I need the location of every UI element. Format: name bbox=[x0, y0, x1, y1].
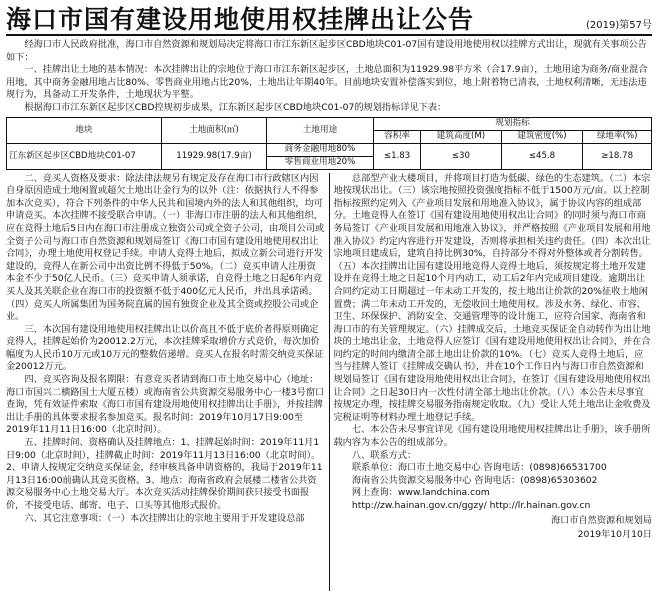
intro-section bbox=[6, 39, 652, 115]
table-header-row bbox=[7, 117, 652, 130]
header-planning: 规划指标 bbox=[374, 117, 652, 130]
header-parcel: 地块 bbox=[7, 117, 162, 143]
cell-area: 11929.98(17.9亩) bbox=[162, 143, 267, 169]
cell-density: ≤45.8 bbox=[501, 143, 583, 169]
announcement-title: 海口市国有建设用地使用权挂牌出让公告 bbox=[6, 5, 475, 34]
cell-parcel: 江东新区起步区CBD地块C01-07 bbox=[7, 143, 162, 169]
cell-far: ≤1.83 bbox=[374, 143, 421, 169]
header-density: 建筑密度(%) bbox=[501, 130, 583, 143]
sign-date: 2019年10月10日 bbox=[577, 529, 652, 541]
contact-line: 海南省公共资源交易服务中心 咨询电话：(0898)65303602 bbox=[351, 474, 598, 486]
section-notes-cont: 总部型产业大楼项目，并将项目打造为低碳、绿色的生态建筑。（二）本宗地按现状出让。（三）该宗地按照投资强度指标不低于1500万元/亩。以上控制指标按照约定列入《产业项目发展和用地准入协议》，属于协议内容的组成部分。土地竞得人在签订《国有建设用地使用权出让合同》的同时须与海口市商务局签订《产业项目发展和用地准入协议》，并严格按照《产业项目发展和用地准入协议》约定内容进行开发建设，否则将承担相关违约责任。（四）本次出让宗地项目建成后，建筑自持比例30%，自持部分不得对外整体或者分割转售。（五）本次挂牌出让国有建设用地竞得人竞得土地后，须按规定将土地开发建设并在竞得土地之日起10个月内动工，动工后2年内完成项目建设。逾期出让合同约定动工日期超过一年未动工开发的，按土地出让价款的20%征收土地闲置费；满二年未动工开发的，无偿收回土地使用权。涉及水务、绿化、市容、卫生、环保保护、消防安全、交通管理等的设计施工，应符合国家、海南省和海口市的有关管理规定。（六）挂牌成交后，土地竞买保证金自动转作为出让地块的土地出让金，土地竞得人应签订《国有建设用地使用权出让合同》，并在合同约定的时间内缴清全部土地出让价款的10%。（七）竞买人竞得土地后，应当与挂牌人签订《挂牌成交确认书》，并在10个工作日内与海口市自然资源和规划局签订《国有建设用地使用权出让合同》，在签订《国有建设用地使用权出让合同》之日起30日内一次性付清全部土地出让价款。（八）本公告未尽事宜按规定办理，按挂牌交易服务指南规定收取。（九）受让人凭土地出让金收费及完税证明等材料办理土地登记手续。 bbox=[333, 172, 651, 423]
right-column bbox=[330, 173, 653, 591]
header-green: 绿地率(%) bbox=[583, 130, 652, 143]
cell-use-2: 零售商业用地20% bbox=[267, 156, 374, 169]
planning-spec-table bbox=[6, 117, 652, 170]
left-column bbox=[6, 173, 330, 591]
announcement-header bbox=[6, 4, 652, 36]
website-link[interactable]: 网上查询：www.landchina.com bbox=[351, 487, 490, 499]
cell-use-1: 商务金融用地80% bbox=[267, 143, 374, 156]
cell-green: ≥18.78 bbox=[583, 143, 652, 169]
contact-line: 联系单位：海口市土地交易中心 咨询电话：(0898)66531700 bbox=[351, 462, 607, 474]
signer: 海口市自然资源和规划局 bbox=[550, 514, 652, 526]
body-columns bbox=[6, 173, 652, 591]
header-far: 容积率 bbox=[374, 130, 421, 143]
section-notes-start: 六、其它注意事项：（一）本次挂牌出让的宗地主要用于开发建设总部 bbox=[24, 512, 305, 524]
section-pricing: 三、本次国有建设用地使用权挂牌出让以价高且不低于底价者得原则确定竞得人，挂牌起始价为20012.2万元，本次挂牌采取增价方式竞价，每次加价幅度为人民币10万元或10万元的整数倍递增。竞买人在报名时需交纳竞买保证金20012万元。 bbox=[6, 323, 324, 373]
table-row bbox=[7, 143, 652, 156]
header-area: 土地面积(㎡) bbox=[162, 117, 267, 143]
section-schedule: 五、挂牌时间、资格确认及挂牌地点：1、挂牌起始时间：2019年11月1日9:00（北京时间），挂牌截止时间：2019年11月13日16:00（北京时间）。2、申请人按规定交纳竞买保证金，经审核具备申请资格的，我局于2019年11月13日16:00前确认其竞买资格。3、地点：海南省政府会展楼二楼省公共资源交易服务中心土地交易大厅。本次竞买活动挂牌保价期间获只接受书面报价，不接受电话、邮寄、电子、口头等其他形式报价。 bbox=[6, 437, 323, 511]
issue-number: (2019)第57号 bbox=[586, 20, 652, 31]
section-qualification: 二、竞买人资格及要求：除法律法规另有规定及存在海口市行政辖区内因自身原因造成土地闲置或超欠土地出让金行为的以外（注：依据执行人不得参加本次竞买），符合下列条件的中华人民共和国境内外的法人和其他组织，均可申请竞买。本次挂牌不接受联合申请。（一）非海口市注册的法人和其他组织，应在竞得土地后5日内在海口市注册成立独资公司或全资子公司，由项目公司或全资子公司与海口市自然资源和规划局签订《海口市国有建设用地使用权出让合同》，办理土地使用权登记手续。申请人竞得土地后，拟成立新公司进行开发建设的，竞得人在新公司中出资比例不得低于50%。（二）竞买申请人注册资本金不少于50亿人民币。（三）竞买申请人须承诺，自竞得土地之日起6年内竞买人及其关联企业在海口市的投资额不低于400亿元人民币，并出具承诺函。（四）竞买人所属集团为国务院直属的国有独资企业及其全资或控股公司或企业。 bbox=[6, 172, 325, 323]
intro-paragraph: 一、挂牌出让土地的基本情况：本次挂牌出让的宗地位于海口市江东新区起步区，土地总面积为11929.98平方米（合17.9亩），土地用途为商务/商业混合用地，其中商务金融用地占比80%、零售商业用地占比20%，土地出让年期40年。目前地块安置补偿落实到位，地上附着物已清表，土地权利清晰，无违法违规行为，具备动工开发条件，土地现状为平整。 bbox=[6, 64, 648, 101]
intro-paragraph: 根据海口市江东新区起步区CBD控规初步成果，江东新区起步区CBD地块C01-07的规划指标详见下表： bbox=[24, 101, 447, 113]
cell-height: ≤30 bbox=[421, 143, 502, 169]
website-link[interactable]: http://zw.hainan.gov.cn/ggzy/ http://lr.hainan.gov.cn bbox=[351, 500, 591, 511]
section-registration: 四、竞买咨询及报名期限：有意竞买者请到海口市土地交易中心（地址：海口市国兴二横路国土大厦五楼）或海南省公共资源交易服务中心一楼3号窗口查询，凭有效证件索取《海口市国有建设用地使用权挂牌出让手册》，并按挂牌出让手册的具体要求报名参加竞买。报名时间：2019年10月17日9:00至2019年11月11日16:00（北京时间）。 bbox=[6, 374, 325, 436]
section-contact-heading: 八、联系方式： bbox=[351, 449, 417, 461]
header-use: 土地用途 bbox=[267, 117, 374, 143]
intro-paragraph: 经海口市人民政府批准，海口市自然资源和规划局决定将海口市江东新区起步区CBD地块C01-07国有建设用地使用权以挂牌方式出让，现就有关事项公告如下： bbox=[6, 39, 647, 63]
section-manual: 七、本公告未尽事宜详见《国有建设用地使用权挂牌出让手册》，该手册所载内容为本公告的组成部分。 bbox=[333, 424, 651, 449]
header-height: 建筑高度(M) bbox=[421, 130, 502, 143]
